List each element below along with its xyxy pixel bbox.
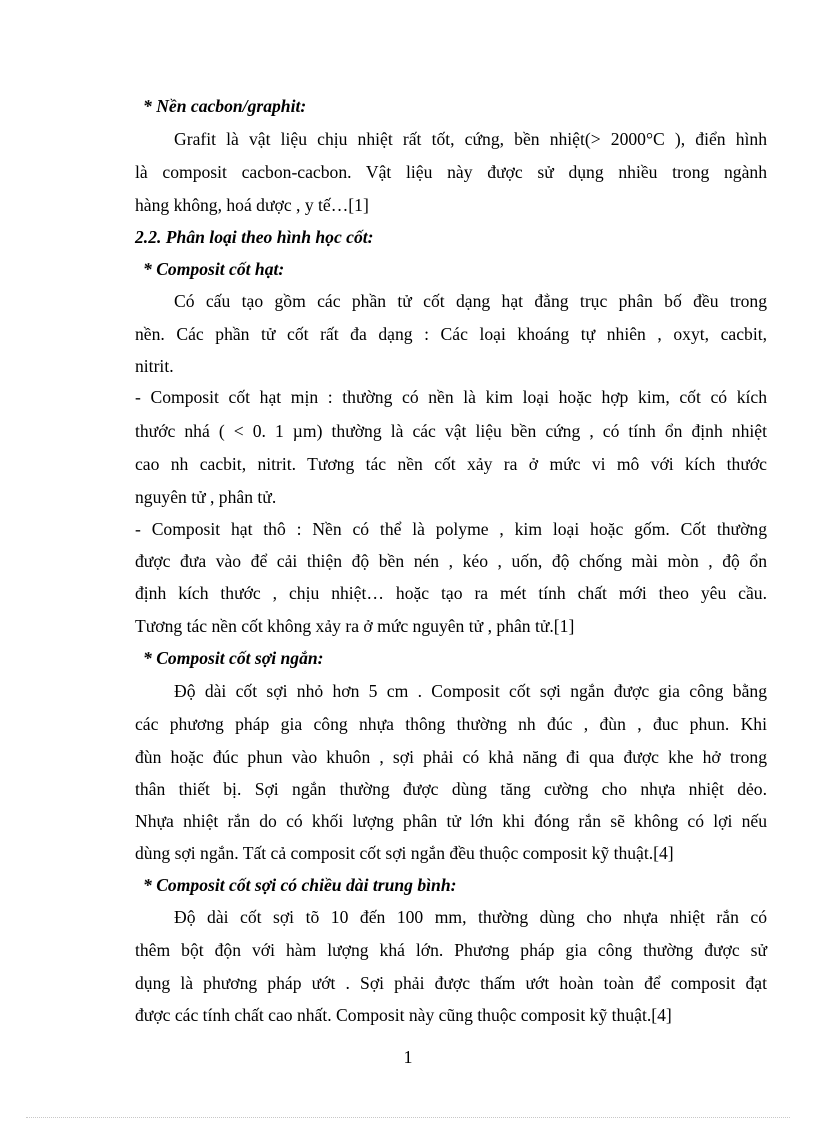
paragraph-line: được các tính chất cao nhất. Composit này cũng thuộc composit kỹ thuật.[4] [135, 1005, 672, 1025]
paragraph-line: dụng là phương pháp ướt . Sợi phải được thấm ướt hoàn toàn để composit đạt [135, 973, 767, 993]
paragraph-line: là composit cacbon-cacbon. Vật liệu này được sử dụng nhiều trong ngành [135, 162, 767, 182]
paragraph-line: nguyên tử , phân tử. [135, 487, 277, 507]
paragraph-line: định kích thước , chịu nhiệt… hoặc tạo ra mét tính chất mới theo yêu cầu. [135, 583, 767, 603]
paragraph-line: đùn hoặc đúc phun vào khuôn , sợi phải có khả năng đi qua được khe hở trong [135, 747, 767, 767]
page-number: 1 [403, 1047, 413, 1067]
paragraph-line: nitrit. [135, 356, 174, 376]
paragraph-line: Grafit là vật liệu chịu nhiệt rất tốt, cứng, bền nhiệt(> 2000°C ), điển hình [174, 129, 767, 149]
paragraph-line: được đưa vào để cải thiện độ bền nén , kéo , uốn, độ chống mài mòn , độ ổn [135, 551, 767, 571]
paragraph-line: Độ dài cốt sợi tõ 10 đến 100 mm, thường dùng cho nhựa nhiệt rắn có [174, 907, 767, 927]
section-heading-short-fiber: * Composit cốt sợi ngắn: [143, 648, 324, 668]
paragraph-line: thước nhá ( < 0. 1 µm) thường là các vật liệu bền cứng , có tính ổn định nhiệt [135, 421, 767, 441]
paragraph-line: thêm bột độn với hàm lượng khá lớn. Phương pháp gia công thường được sử [135, 940, 767, 960]
paragraph-line: thân thiết bị. Sợi ngắn thường được dùng tăng cường cho nhựa nhiệt dẻo. [135, 779, 767, 799]
paragraph-line: Độ dài cốt sợi nhỏ hơn 5 cm . Composit cốt sợi ngắn được gia công bằng [174, 681, 767, 701]
paragraph-line: Có cấu tạo gồm các phần tử cốt dạng hạt đẳng trục phân bố đều trong [174, 291, 767, 311]
section-heading-particle-composite: * Composit cốt hạt: [143, 259, 285, 279]
paragraph-line: dùng sợi ngắn. Tất cả composit cốt sợi ngắn đều thuộc composit kỹ thuật.[4] [135, 843, 674, 863]
section-heading-carbon-matrix: * Nền cacbon/graphit: [143, 96, 307, 116]
section-heading-medium-fiber: * Composit cốt sợi có chiều dài trung bình: [143, 875, 457, 895]
paragraph-line: các phương pháp gia công nhựa thông thường nh đúc , đùn , đuc phun. Khi [135, 714, 767, 734]
paragraph-line: hàng không, hoá dược , y tế…[1] [135, 195, 369, 215]
page-bottom-divider [26, 1117, 790, 1118]
paragraph-line: Nhựa nhiệt rắn do có khối lượng phân tử lớn khi đóng rắn sẽ không có lợi nếu [135, 811, 767, 831]
paragraph-line: - Composit hạt thô : Nền có thể là polyme , kim loại hoặc gốm. Cốt thường [135, 519, 767, 539]
section-heading-classification: 2.2. Phân loại theo hình học cốt: [135, 227, 374, 247]
paragraph-line: Tương tác nền cốt không xảy ra ở mức nguyên tử , phân tử.[1] [135, 616, 575, 636]
paragraph-line: nền. Các phần tử cốt rất đa dạng : Các loại khoáng tự nhiên , oxyt, cacbit, [135, 324, 767, 344]
paragraph-line: - Composit cốt hạt mịn : thường có nền là kim loại hoặc hợp kim, cốt có kích [135, 387, 767, 407]
paragraph-line: cao nh cacbit, nitrit. Tương tác nền cốt xảy ra ở mức vi mô với kích thước [135, 454, 767, 474]
